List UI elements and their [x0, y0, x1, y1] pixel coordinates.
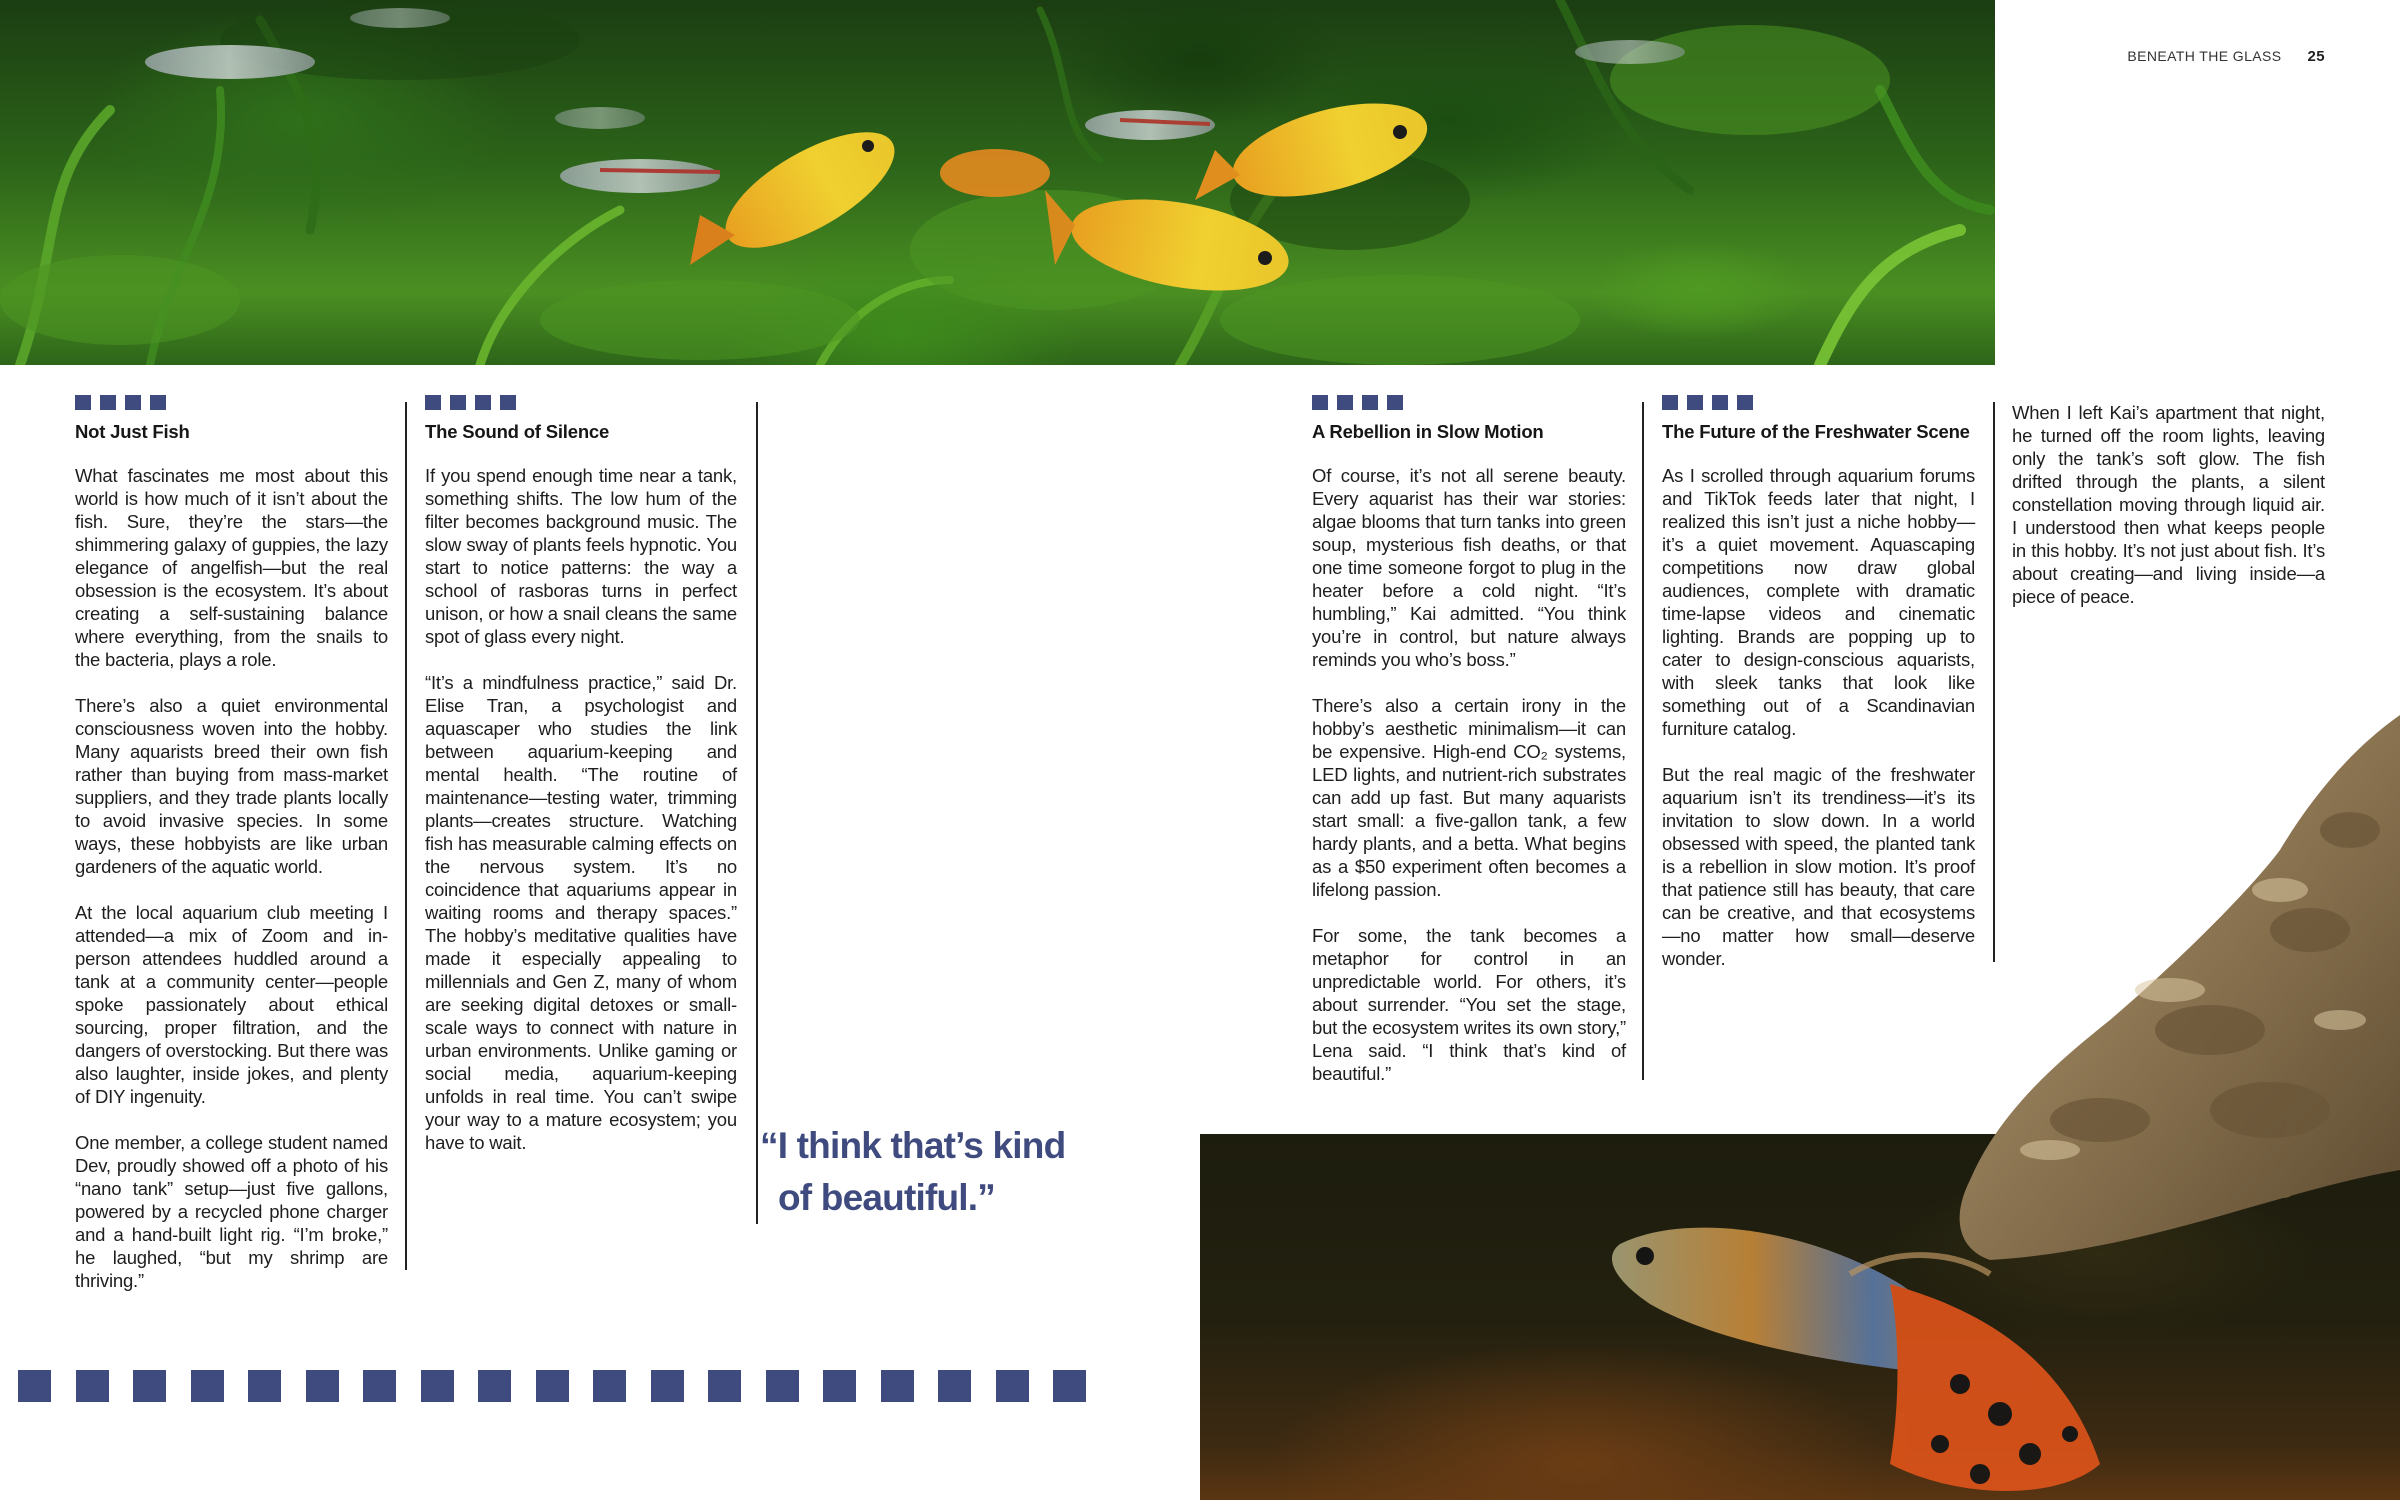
- column-rule: [405, 402, 407, 1270]
- paragraph: One member, a college student named Dev, proudly showed off a photo of his “nano tank” setup—just five gallons, powered by a recycled phone charger and a hand-built light rig. “I’m broke,” he laughed, “but my shrimp are thriving.”: [75, 1132, 388, 1291]
- section-marker: [75, 395, 388, 410]
- paragraph: There’s also a certain irony in the hobby’s aesthetic minimalism—it can be expensive. High-end CO₂ systems, LED lights, and nutrient-rich substrates can add up fast. But many aquarists start small: a five-gallon tank, a few hardy plants, and a betta. What begins as a $50 experiment often becomes a lifelong passion.: [1312, 695, 1626, 900]
- paragraph: There’s also a quiet environmental consciousness woven into the hobby. Many aquarists breed their own fish rather than buying from mass-market suppliers, and they trade plants locally to avoid invasive species. In some ways, these hobbyists are like urban gardeners of the aquatic world.: [75, 695, 388, 877]
- section-marker: [1312, 395, 1626, 410]
- paragraph: At the local aquarium club meeting I attended—a mix of Zoom and in-person attendees huddled around a tank at a community center—people spoke passionately about ethical sourcing, proper filtration, and the dangers of overstocking. But there was also laughter, inside jokes, and plenty of DIY ingenuity.: [75, 902, 388, 1107]
- column-future: [1662, 395, 1975, 970]
- column-sound-of-silence: [425, 395, 737, 1154]
- plants-and-fish-illustration: [0, 0, 1995, 365]
- decorative-square-row: [18, 1370, 1086, 1402]
- aquarium-photo-top: [0, 0, 1995, 365]
- column-heading: Not Just Fish: [75, 421, 190, 442]
- paragraph: But the real magic of the freshwater aquarium isn’t its trendiness—it’s its invitation to slow down. In a world obsessed with speed, the planted tank is a rebellion in slow motion. It’s proof that patience still has beauty, that care can be creative, and that ecosystems—no matter how small—deserve wonder.: [1662, 764, 1975, 969]
- paragraph: For some, the tank becomes a metaphor for control in an unpredictable world. For others, it’s about surrender. “You set the stage, but the ecosystem writes its own story,” Lena said. “I think that’s kind of beautiful.”: [1312, 925, 1626, 1084]
- paragraph: As I scrolled through aquarium forums and TikTok feeds later that night, I realized this isn’t just a niche hobby—it’s a quiet movement. Aquascaping competitions now draw global audiences, complete with dramatic time-lapse videos and cinematic lighting. Brands are popping up to cater to design-conscious aquarists, with sleek tanks that look like something out of a Scandinavian furniture catalog.: [1662, 465, 1975, 739]
- paragraph: Of course, it’s not all serene beauty. Every aquarist has their war stories: algae blooms that turn tanks into green soup, mysterious fish deaths, or that one time someone forgot to plug in the heater before a cold night. “It’s humbling,” Kai admitted. “You think you’re in control, but nature always reminds you who’s boss.”: [1312, 465, 1626, 670]
- pull-quote-line: “I think that’s kind: [760, 1125, 1066, 1166]
- paragraph: What fascinates me most about this world is how much of it isn’t about the fish. Sure, they’re the stars—the shimmering galaxy of guppies, the lazy elegance of angelfish—but the real obsession is the ecosystem. It’s about creating a self-sustaining balance where everything, from the snails to the bacteria, plays a role.: [75, 465, 388, 670]
- section-marker: [425, 395, 737, 410]
- page-number: 25: [2307, 48, 2325, 65]
- column-closing: [2012, 401, 2325, 608]
- section-marker: [1662, 395, 1975, 410]
- column-heading: A Rebellion in Slow Motion: [1312, 421, 1544, 442]
- paragraph: If you spend enough time near a tank, something shifts. The low hum of the filter becomes background music. The slow sway of plants feels hypnotic. You start to notice patterns: the way a school of rasboras turns in perfect unison, or how a snail cleans the same spot of glass every night.: [425, 465, 737, 647]
- paragraph: “It’s a mindfulness practice,” said Dr. Elise Tran, a psychologist and aquascaper who studies the link between aquarium-keeping and mental health. “The routine of maintenance—testing water, trimming plants—creates structure. Watching fish has measurable calming effects on the nervous system. It’s no coincidence that aquariums appear in waiting rooms and therapy spaces.” The hobby’s meditative qualities have made it especially appealing to millennials and Gen Z, many of whom are seeking digital detoxes or small-scale ways to connect with nature in urban environments. Unlike gaming or social media, aquarium-keeping unfolds in real time. You can’t swipe your way to a mature ecosystem; you have to wait.: [425, 672, 737, 1153]
- column-not-just-fish: [75, 395, 388, 1292]
- pull-quote-line: of beautiful.”: [778, 1177, 995, 1218]
- column-rebellion: [1312, 395, 1626, 1085]
- column-heading: The Future of the Freshwater Scene: [1662, 421, 1970, 442]
- pull-quote: [760, 1120, 1100, 1224]
- column-rule: [1642, 402, 1644, 1080]
- column-rule: [756, 402, 758, 1224]
- section-title: BENEATH THE GLASS: [2127, 48, 2282, 64]
- paragraph: When I left Kai’s apartment that night, he turned off the room lights, leaving only the tank’s soft glow. The fish drifted through the plants, a silent constellation moving through liquid air. I understood then what keeps people in this hobby. It’s not just about fish. It’s about creating—and living inside—a piece of peace.: [2012, 402, 2325, 607]
- column-heading: The Sound of Silence: [425, 421, 610, 442]
- rock-cutout: [1950, 690, 2400, 1280]
- running-header: [2127, 48, 2325, 65]
